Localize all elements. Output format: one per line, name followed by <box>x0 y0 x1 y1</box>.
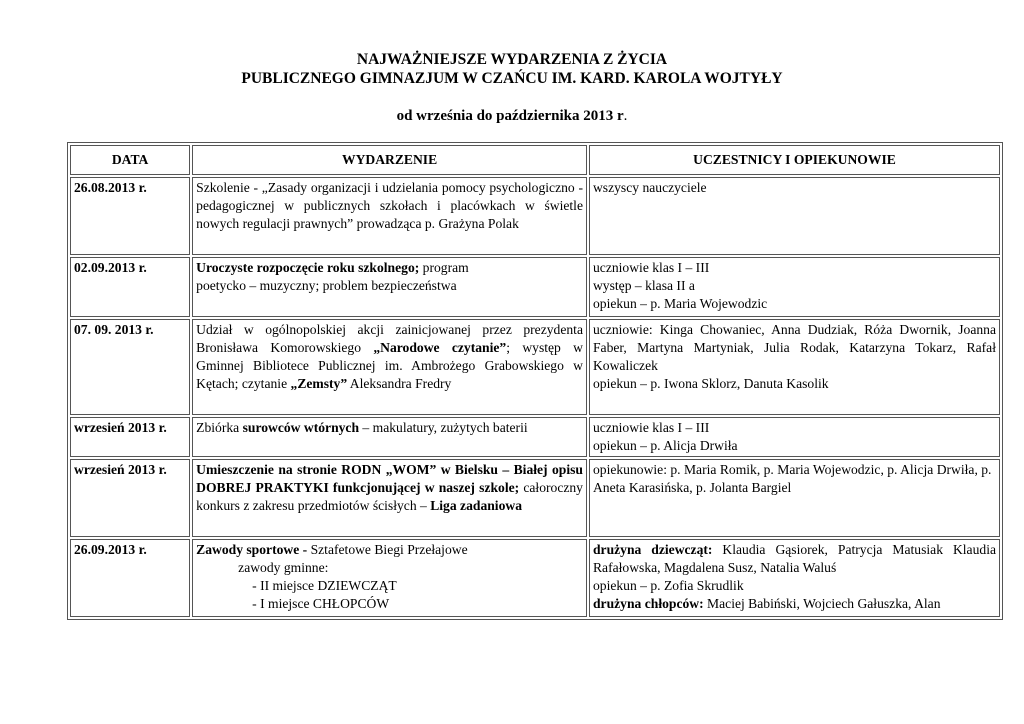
cell-event <box>192 257 587 317</box>
title-line-1: NAJWAŻNIEJSZE WYDARZENIA Z ŻYCIA <box>356 51 668 68</box>
event-bold-text: Liga zadaniowa <box>430 498 522 513</box>
table-row <box>70 257 1000 317</box>
participants-line: uczniowie klas I – III <box>592 260 710 275</box>
event-text: Udział w ogólnopolskiej akcji zainicjowanej przez prezydenta Bronisława Komorowskiego <box>196 322 583 355</box>
participants-line <box>593 595 996 613</box>
participants-bold-text: drużyna chłopców: <box>592 596 704 611</box>
event-line: zawody gminne: <box>238 560 329 575</box>
cell-date: 07. 09. 2013 r. <box>70 319 190 415</box>
participants-line: występ – klasa II a <box>592 278 695 293</box>
cell-event <box>192 459 587 537</box>
title-line-2: PUBLICZNEGO GIMNAZJUM W CZAŃCU IM. KARD. KAROLA WOJTYŁY <box>241 70 783 87</box>
column-header-date: DATA <box>70 145 190 175</box>
cell-date: 02.09.2013 r. <box>70 257 190 317</box>
event-line <box>196 541 583 559</box>
participants-text: Maciej Babiński, Wojciech Gałuszka, Alan <box>703 596 941 611</box>
participants-line <box>593 541 996 577</box>
table-row <box>70 177 1000 255</box>
event-text: Aleksandra Fredry <box>347 376 452 391</box>
cell-date: wrzesień 2013 r. <box>70 417 190 457</box>
subtitle-text: od września do października 2013 r <box>396 108 624 124</box>
document-subtitle <box>0 107 1024 125</box>
event-bold-text: „Narodowe czytanie” <box>373 340 507 355</box>
event-text: Sztafetowe Biegi Przełajowe <box>310 542 468 557</box>
cell-event <box>192 319 587 415</box>
cell-participants <box>589 257 1000 317</box>
cell-date: wrzesień 2013 r. <box>70 459 190 537</box>
cell-participants <box>589 417 1000 457</box>
table-row <box>70 319 1000 415</box>
participants-line: opiekun – p. Maria Wojewodzic <box>592 296 768 311</box>
event-bold-text: Umieszczenie na stronie RODN „WOM” w Bielsku – Białej opisu DOBREJ PRAKTYKI funkcjonującej w naszej szkole; <box>196 462 583 495</box>
event-bold-text: Uroczyste rozpoczęcie roku szkolnego; <box>196 260 420 275</box>
event-text: poetycko – muzyczny; problem bezpieczeństwa <box>196 278 457 293</box>
table-header-row <box>70 145 1000 175</box>
participants-line: uczniowie: Kinga Chowaniec, Anna Dudziak, Róża Dwornik, Joanna Faber, Martyna Martyniak, Julia Rodak, Katarzyna Tokarz, Rafał Kowaliczek <box>592 322 996 373</box>
events-table <box>67 142 1003 620</box>
participants-line: opiekun – p. Alicja Drwiła <box>592 438 738 453</box>
event-text: program <box>419 260 469 275</box>
participants-line: uczniowie klas I – III <box>592 420 710 435</box>
participants-bold-text: drużyna dziewcząt: <box>592 542 713 557</box>
column-header-participants: UCZESTNICY I OPIEKUNOWIE <box>589 145 1000 175</box>
cell-event <box>192 539 587 617</box>
event-text: Zbiórka <box>196 420 243 435</box>
subtitle-dot: . <box>623 108 628 124</box>
participants-line: opiekun – p. Zofia Skrudlik <box>592 578 744 593</box>
cell-participants <box>589 319 1000 415</box>
document-title <box>0 50 1024 88</box>
cell-participants: wszyscy nauczyciele <box>589 177 1000 255</box>
cell-event: Szkolenie - „Zasady organizacji i udzielania pomocy psychologiczno - pedagogicznej w publicznych szkołach i placówkach w świetle nowych regulacji prawnych” prowadząca p. Grażyna Polak <box>192 177 587 255</box>
event-text: całoroczny konkurs z zakresu przedmiotów ścisłych – <box>196 480 583 513</box>
event-line: - II miejsce DZIEWCZĄT <box>252 578 397 593</box>
event-line: - I miejsce CHŁOPCÓW <box>252 596 390 611</box>
table-row <box>70 539 1000 617</box>
event-bold-text: surowców wtórnych <box>242 420 360 435</box>
event-bold-text: Zawody sportowe - <box>196 542 311 557</box>
column-header-event: WYDARZENIE <box>192 145 587 175</box>
event-text: – makulatury, zużytych baterii <box>359 420 528 435</box>
cell-participants <box>589 539 1000 617</box>
event-text: ; występ w Gminnej Bibliotece Publicznej im. Ambrożego Grabowskiego w Kętach; czytanie <box>196 340 583 391</box>
participants-text: Klaudia Gąsiorek, Patrycja Matusiak Klaudia Rafałowska, Magdalena Susz, Natalia Waluś <box>592 542 996 575</box>
cell-date: 26.09.2013 r. <box>70 539 190 617</box>
table-row <box>70 417 1000 457</box>
cell-event <box>192 417 587 457</box>
event-bold-text: „Zemsty” <box>290 376 348 391</box>
participants-line: opiekun – p. Iwona Sklorz, Danuta Kasolik <box>592 376 829 391</box>
cell-date: 26.08.2013 r. <box>70 177 190 255</box>
table-row <box>70 459 1000 537</box>
cell-participants: opiekunowie: p. Maria Romik, p. Maria Wojewodzic, p. Alicja Drwiła, p. Aneta Karasińska, p. Jolanta Bargiel <box>589 459 1000 537</box>
